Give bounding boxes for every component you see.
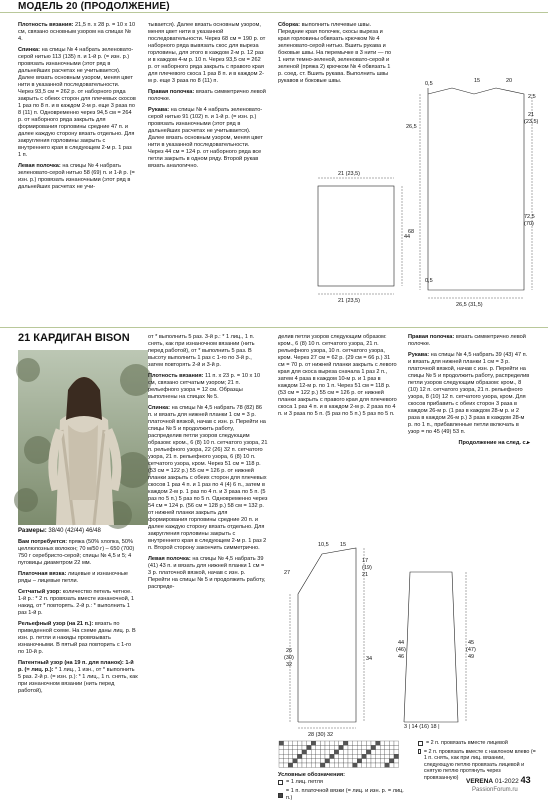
m20-paragraph: Сборка: выполнить плечевые швы. Передние края полочек, скосы выреза и края горловины обвязать крючком № 4 зеленовато-серой нитью. Вшить рукава и боковые швы. На перемычке в 3 нити — по 1 нити темно-зеленой, зеленовато-серой и зеленой (пряжа 2) крючком № 4 обвязать 1 р. соед. ст. Вшить рукава. Выполнить швы рукавов и боковые швы. <box>278 22 392 84</box>
chart-cell <box>366 750 371 754</box>
chart-cell <box>348 763 353 767</box>
chart-cell <box>320 741 325 745</box>
dim-label: 10,5 <box>318 542 329 548</box>
dim-label: (46) <box>396 647 406 653</box>
k2tog-icon <box>418 741 423 746</box>
issue: 01-2022 <box>494 778 519 785</box>
chart-cell <box>325 741 330 745</box>
chart-cell <box>385 763 390 767</box>
chart-cell <box>325 750 330 754</box>
m21-paragraph: Правая полочка: вязать симметрично левой полочке. <box>408 334 526 347</box>
legend-item: = 2 п. провязать вместе лицевой <box>418 740 536 747</box>
chart-cell <box>380 754 385 758</box>
chart-cell <box>362 754 367 758</box>
chart-cell <box>297 750 302 754</box>
chart-cell <box>288 754 293 758</box>
chart-cell <box>353 754 358 758</box>
chart-cell <box>297 754 302 758</box>
m21-paragraph: делив петли узоров следующим образом: кром., 6 (8) 10 п. сетчатого узора, 21 п. рельефного узора, 10 п. сетчатого узора, кром. Через 27 см = 62 р. (29 см = 66 р.) 31 см = 70 р. от нижней планки закрыть с левого края для скоса выреза сначала 1 раз 2 п., затем 4 раза в каждом 10-м р. и 1 раз в каждом 12-м р. по 1 п. Через 51 см = 118 р. (53 см = 122 р.) 55 см = 126 р. от нижней планки закрыть с правого края для плечевого скоса 1 раз 4 п. и в каждом 2-м р. 2 раза по 4 п. и 3 раза по 5 п. (5 раз по 5 п.) 5 раз по 5 п. <box>278 334 397 417</box>
chart-cell <box>320 745 325 749</box>
chart-cell <box>334 750 339 754</box>
chart-cell <box>371 741 376 745</box>
dim-label: 26,5 (31,5) <box>456 302 483 308</box>
m20-paragraph: Спинка: на спицы № 4 набрать зеленовато-серой нитью 113 (135) п. и 1-й р. (= изн. р.) провязать изнаночными (этот ряд в дальнейших расчетах не учитывается). Далее вязать основным узором, меняя цвет нити в указанной последовательности. Через 93,5 см = 262 р. от наборного ряда закрыть с обеих сторон для плечевых скосов 1 раз по 8 п. и в каждом 2-м р. еще 3 раза по 8 (11) п. Одновременно через 94,5 см = 264 р. от наборного ряда закрыть для формирования горловины средние 47 п. и далее каждую сторону вязать отдельно. Для закругления горловины закрыть с внутреннего края в следующем 2-м р. 1 раз 1 п. <box>18 47 136 158</box>
chart-cell <box>353 750 358 754</box>
chart-cell <box>279 763 284 767</box>
m21-column-2 <box>148 334 268 774</box>
knitting-chart <box>278 740 408 770</box>
chart-cell <box>353 741 358 745</box>
m21-paragraph: Рельефный узор (на 21 п.): вязать по приведенной схеме. На схеме даны лиц. р. В изн. р. петли и накиды провязывать изнаночными. В пятый раз повторить с 1-го по 10-й р. <box>18 621 136 655</box>
m20-column-1 <box>18 22 136 322</box>
chart-cell <box>279 759 284 763</box>
dim-label: 28 (30) 32 <box>308 732 334 738</box>
chart-cell <box>394 763 399 767</box>
chart-cell <box>366 759 371 763</box>
dim-label: (30) <box>284 655 294 661</box>
chart-cell <box>307 759 312 763</box>
chart-cell <box>316 754 321 758</box>
chart-cell <box>343 745 348 749</box>
chart-cell <box>357 754 362 758</box>
chart-cell <box>279 741 284 745</box>
chart-cell <box>288 750 293 754</box>
dim-label: 17 <box>362 558 369 564</box>
m21-paragraph: Вам потребуется: пряжа (50% хлопка, 50% целлюлозных волокон; 70 м/50 г) – 650 (700) 750 г серебристо-серой; спицы № 4,5 и 5; 4 пуговицы диаметром 22 мм. <box>18 539 135 566</box>
chart-cell <box>376 754 381 758</box>
m20-paragraph: тывается). Далее вязать основным узором, меняя цвет нити в указанной последовательности. Через 68 см = 190 р. от наборного ряда вывязать скос для выреза горловины, для этого в каждом 2-м р. 12 раз и в каждом 4-м р. 10 п. Через 93,5 см = 262 р. от наборного ряда закрыть с правого края для плечевого скоса 1 раз 8 п. и в каждом 2-м р. еще 3 раза по 8 (11) п. <box>148 22 266 84</box>
dim-label: 21 <box>362 572 369 578</box>
dim-label: 32 <box>286 662 293 668</box>
chart-cell <box>366 763 371 767</box>
site-watermark: PassionForum.ru <box>472 787 518 793</box>
dim-label: (23,5) <box>524 119 539 125</box>
chart-cell <box>311 741 316 745</box>
chart-cell <box>376 759 381 763</box>
chart-cell <box>293 754 298 758</box>
chart-cell <box>293 750 298 754</box>
chart-cell <box>339 741 344 745</box>
dim-label: 0,5 <box>425 81 433 87</box>
m21-front-outline <box>298 548 356 722</box>
m20-paragraph: Плотность вязания: 21,5 п. х 28 р. = 10 х 10 см, связано основным узором на спицах № 4. <box>18 22 136 42</box>
chart-cell <box>343 741 348 745</box>
chart-cell <box>394 754 399 758</box>
dim-label: (47) <box>466 647 476 653</box>
m20-paragraph: Правая полочка: вязать симметрично левой полочке. <box>148 89 266 102</box>
chart-cell <box>330 741 335 745</box>
m21-column-1 <box>18 528 138 776</box>
chart-cell <box>307 741 312 745</box>
chart-cell <box>325 745 330 749</box>
chart-cell <box>362 759 367 763</box>
chart-cell <box>316 741 321 745</box>
chart-cell <box>339 745 344 749</box>
section-rule <box>0 327 548 328</box>
chart-cell <box>394 741 399 745</box>
chart-cell <box>385 759 390 763</box>
chart-cell <box>339 759 344 763</box>
m20-paragraph: Левая полочка: на спицы № 4 набрать зеленовато-серой нитью 58 (69) п. и 1-й р. (= изн. р.) провязать изнаночными (этот ряд в дальнейших расчетах не учи- <box>18 163 135 190</box>
chart-cell <box>307 754 312 758</box>
chart-cell <box>343 750 348 754</box>
chart-cell <box>385 745 390 749</box>
chart-cell <box>288 745 293 749</box>
dim-label: 44 <box>398 640 405 646</box>
dim-label: 72,5 <box>524 214 535 220</box>
chart-cell <box>357 763 362 767</box>
chart-cell <box>385 750 390 754</box>
chart-cell <box>330 754 335 758</box>
m21-sleeve-outline <box>404 572 458 722</box>
chart-cell <box>380 745 385 749</box>
chart-cell <box>389 759 394 763</box>
chart-cell <box>325 754 330 758</box>
model-photo <box>18 350 148 525</box>
chart-cell <box>343 754 348 758</box>
dim-label: (19) <box>362 565 372 571</box>
chart-cell <box>376 741 381 745</box>
chart-cell <box>316 759 321 763</box>
chart-cell <box>385 754 390 758</box>
chart-cell <box>302 763 307 767</box>
dim-label: 15 <box>340 542 347 548</box>
chart-cell <box>343 763 348 767</box>
chart-cell <box>284 754 289 758</box>
chart-cell <box>394 759 399 763</box>
chart-cell <box>293 759 298 763</box>
chart-cell <box>330 745 335 749</box>
chart-cell <box>284 745 289 749</box>
m21-column-3 <box>278 334 398 534</box>
chart-cell <box>389 745 394 749</box>
chart-cell <box>339 754 344 758</box>
chart-cell <box>334 745 339 749</box>
chart-cell <box>288 759 293 763</box>
chart-cell <box>348 745 353 749</box>
dim-label: 45 <box>468 640 475 646</box>
chart-cell <box>385 741 390 745</box>
garter-stitch-icon <box>278 793 283 798</box>
chart-cell <box>371 750 376 754</box>
chart-cell <box>284 741 289 745</box>
chart-cell <box>316 750 321 754</box>
chart-cell <box>343 759 348 763</box>
chart-cell <box>348 750 353 754</box>
legend-item: = 1 лиц. петля <box>278 779 408 786</box>
chart-cell <box>380 750 385 754</box>
m20-column-2 <box>148 22 266 322</box>
chart-cell <box>297 759 302 763</box>
chart-cell <box>279 745 284 749</box>
m21-paragraph: Сетчатый узор: количество петель четное. 1-й р.: * 2 п. провязать вместе изнаночной, 1 накид, от * повторять. 2-й р.: * выполнить 1 раз 1-й р. <box>18 589 134 616</box>
dim-label: 26 <box>286 648 293 654</box>
chart-cell <box>330 750 335 754</box>
chart-cell <box>357 745 362 749</box>
chart-cell <box>353 745 358 749</box>
m21-sizes: Размеры: 38/40 (42/44) 46/48 <box>18 528 101 534</box>
chart-cell <box>357 741 362 745</box>
legend-right <box>418 740 536 780</box>
chart-cell <box>288 763 293 767</box>
chart-cell <box>339 763 344 767</box>
chart-cell <box>380 759 385 763</box>
chart-cell <box>371 763 376 767</box>
chart-cell <box>353 759 358 763</box>
chart-cell <box>302 745 307 749</box>
dim-label: 27 <box>284 570 291 576</box>
dim-label: (70) <box>524 221 534 227</box>
chart-cell <box>316 763 321 767</box>
chart-cell <box>366 741 371 745</box>
chart-cell <box>297 741 302 745</box>
chart-cell <box>279 754 284 758</box>
chart-cell <box>353 763 358 767</box>
dim-label: 0,5 <box>425 278 433 284</box>
legend-item: = 2 п. провязать вместе с наклоном влево (= 1 п. снять, как при лиц. вязании, следующую петлю провязать лицевой и снятую петлю протянуть через провязанную) <box>418 749 536 782</box>
m21-column-4 <box>408 334 530 534</box>
dim-label: 15 <box>474 78 481 84</box>
chart-cell <box>366 745 371 749</box>
chart-cell <box>320 763 325 767</box>
m21-paragraph: от * выполнить 5 раз. 3-й р.: * 1 лиц., 1 п. снять, как при изнаночном вязании (нить перед работой), от * выполнить 5 раз. В высоту выполнить 1 раз с 1-го по 3-й р., затем повторять 2-й и 3-й р. <box>148 334 255 368</box>
chart-cell <box>302 741 307 745</box>
m21-paragraph: Плотность вязания: 11 п. х 23 р. = 10 х 10 см, связано сетчатым узором; 21 п. рельефного узора = 12 см. Образцы выполнены на спицах № 5. <box>148 373 261 400</box>
dim-label: 44 <box>404 234 411 240</box>
chart-cell <box>320 759 325 763</box>
chart-cell <box>334 759 339 763</box>
chart-cell <box>348 759 353 763</box>
m20-sleeve-outline <box>318 186 394 286</box>
chart-cell <box>389 754 394 758</box>
chart-cell <box>320 750 325 754</box>
chart-cell <box>307 750 312 754</box>
chart-cell <box>311 754 316 758</box>
chart-cell <box>339 750 344 754</box>
chart-cell <box>376 745 381 749</box>
dim-label: 20 <box>506 78 513 84</box>
chart-cell <box>389 750 394 754</box>
dim-label: 21 <box>528 112 535 118</box>
dim-label: 21 (23,5) <box>338 171 361 177</box>
chart-cell <box>320 754 325 758</box>
chart-cell <box>307 763 312 767</box>
m21-paragraph: Рукава: на спицы № 4,5 набрать 39 (43) 47 п. и вязать для нижней планки 1 см = 3 р. платочной вязкой, начав с изн. р. Перейти на спицы № 5 и продолжить работу, распределив петли узоров следующим образом: кром., 8 (10) 12 п. сетчатого узора, 21 п. рельефного узора, 8 (10) 12 п. сетчатого узора, кром. Для скосов прибавить с обеих сторон 3 раза в каждом 26-м р. (1 раз в каждом 28-м р. и 2 раза в каждом 26-м р.) 3 раза в каждом 28-м р. по 1 п., прибавленные петли включать в узор = по 45 (49) 53 п. <box>408 352 530 435</box>
chart-cell <box>325 763 330 767</box>
chart-cell <box>380 763 385 767</box>
chart-cell <box>311 750 316 754</box>
chart-cell <box>293 763 298 767</box>
chart-cell <box>316 745 321 749</box>
chart-cell <box>325 759 330 763</box>
chart-cell <box>371 759 376 763</box>
chart-cell <box>394 745 399 749</box>
chart-cell <box>297 745 302 749</box>
chart-cell <box>302 759 307 763</box>
chart-cell <box>330 763 335 767</box>
page-number: 43 <box>520 775 531 785</box>
chart-cell <box>284 759 289 763</box>
chart-cell <box>334 754 339 758</box>
chart-cell <box>334 741 339 745</box>
m21-paragraph: Платочная вязка: лицевые и изнаночные ряды – лицевые петли. <box>18 571 129 584</box>
chart-cell <box>380 741 385 745</box>
chart-cell <box>371 754 376 758</box>
chart-cell <box>293 745 298 749</box>
chart-cell <box>330 759 335 763</box>
chart-cell <box>389 763 394 767</box>
chart-cell <box>389 741 394 745</box>
chart-cell <box>376 750 381 754</box>
chart-cell <box>311 745 316 749</box>
chart-cell <box>366 754 371 758</box>
chart-cell <box>293 741 298 745</box>
chart-cell <box>284 763 289 767</box>
chart-cell <box>288 741 293 745</box>
chart-cell <box>311 759 316 763</box>
chart-cell <box>394 750 399 754</box>
legend-title: Условные обозначения: <box>278 772 346 778</box>
chart-cell <box>311 763 316 767</box>
legend-item: = 1 п. платочной вязки (= лиц. и изн. р. = лиц. п.) <box>278 788 408 802</box>
ssk-icon <box>418 749 421 754</box>
chart-cell <box>302 754 307 758</box>
chart-cell <box>348 741 353 745</box>
chart-cell <box>362 741 367 745</box>
chart-cell <box>357 750 362 754</box>
knit-stitch-icon <box>278 780 283 785</box>
chart-cell <box>357 759 362 763</box>
dim-label: 49 <box>468 654 475 660</box>
chart-cell <box>362 745 367 749</box>
continued-note: Продолжение на след. с.▸ <box>458 440 530 446</box>
dim-label: 21 (23,5) <box>338 298 361 304</box>
m21-paragraph: Патентный узор (на 19 п. для планок): 1-й р. (= лиц. р.): * 1 лиц., 1 изн., от * выполнить 5 раз. 2-й р. (= изн. р.): * 1 лиц., 1 п. снять, как при изнаночном вязании (нить перед работой), <box>18 660 138 694</box>
dim-label: 68 <box>408 229 415 235</box>
section-title: МОДЕЛЬ 20 (ПРОДОЛЖЕНИЕ) <box>18 1 170 12</box>
chart-cell <box>362 750 367 754</box>
dim-label: 2,5 <box>528 94 536 100</box>
m20-body-outline <box>428 88 524 290</box>
m21-paragraph: Спинка: на спицы № 4,5 набрать 78 (82) 86 п. и вязать для нижней планки 1 см = 3 р. платочной вязкой, начав с изн. р. Перейти на спицы № 5 и продолжить работу, распределив петли узоров следующим образом: кром., 6 (8) 10 п. сетчатого узора, 21 п. рельефного узора, 22 (26) 32 п. сетчатого узора, 21 п. рельефного узора, 6 (8) 10 п. сетчатого узора, кром. Через 51 см = 118 р. (53 см = 122 р.) 55 см = 126 р. от нижней планки закрыть с обеих сторон для плечевых скосов 1 раз 4 п. и 1 раз по 4 (4) 6 п., затем в каждом 2-м р. 1 раз по 4 п. и 3 раза по 5 п. (5 раз по 5 п.) 5 раз по 5 п. Одновременно через 54 см = 124 р. (56 см = 128 р.) 58 см = 132 р. от нижней планки закрыть для формирования горловины средние 20 п. и далее каждую сторону вязать отдельно. Для закругления горловины закрыть с внутреннего края в следующем 2-м р. 1 раз 2 п. Второй сторону закончить симметрично. <box>148 405 268 551</box>
chart-cell <box>334 763 339 767</box>
legend <box>278 772 408 800</box>
chart-cell <box>348 754 353 758</box>
chart-cell <box>302 750 307 754</box>
chart-cell <box>297 763 302 767</box>
header-rule <box>0 12 548 13</box>
chart-cell <box>307 745 312 749</box>
dim-label: 3 | 14 (16) 18 | <box>404 724 440 730</box>
m21-title: 21 КАРДИГАН BISON <box>18 332 130 344</box>
dim-label: 46 <box>398 654 405 660</box>
m20-paragraph: Рукава: на спицы № 4 набрать зеленовато-серой нитью 91 (102) п. и 1-й р. (= изн. р.) провязать изнаночными (этот ряд в дальнейших расчетах не учитывается). Далее вязать основным узором, меняя цвет нити в указанной последовательности. Через 44 см = 124 р. от наборного ряда все петли закрыть в одном ряду. Второй рукав вязать аналогично. <box>148 107 263 169</box>
m21-paragraph: Левая полочка: на спицы № 4,5 набрать 39 (41) 43 п. и вязать для нижней планки 1 см = 3 р. платочной вязкой, начав с изн. р. Перейти на спицы № 5 и продолжить работу, распреде- <box>148 556 266 590</box>
magazine-name: VERENA <box>466 778 494 785</box>
dim-label: 26,5 <box>406 124 417 130</box>
dim-label: 34 <box>366 656 373 662</box>
chart-cell <box>371 745 376 749</box>
chart-cell <box>279 750 284 754</box>
page-footer <box>466 776 531 786</box>
chart-cell <box>376 763 381 767</box>
m20-schematic <box>278 58 540 320</box>
chart-cell <box>362 763 367 767</box>
chart-cell <box>284 750 289 754</box>
m21-schematic <box>278 532 540 738</box>
